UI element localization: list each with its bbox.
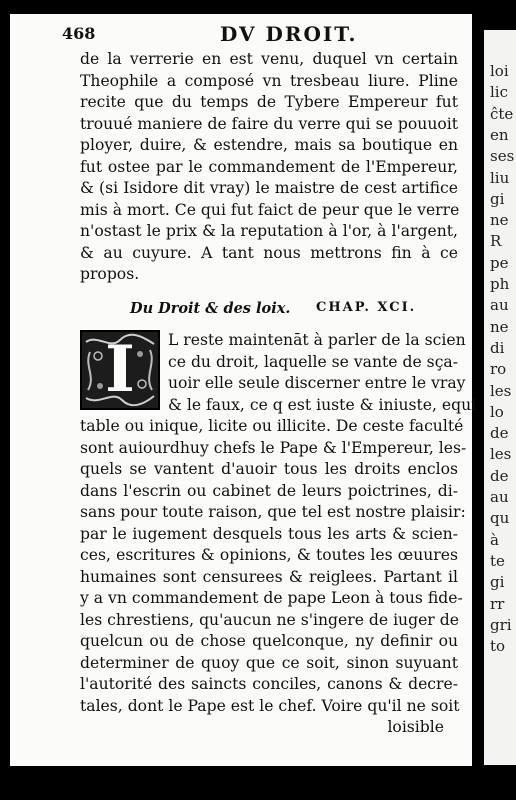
text-line: sans pour toute raison, que tel est nostre plaisir: xyxy=(80,503,466,521)
facing-page-fragment: ĉte xyxy=(490,104,514,123)
facing-page-fragment: ses xyxy=(490,147,515,166)
facing-page-fragment: ro xyxy=(490,360,507,379)
facing-page-fragment: ne xyxy=(490,317,509,336)
text-line: & (si Isidore dit vray) le maistre de cest artifice xyxy=(80,179,458,197)
text-line: ces, escritures & opinions, & toutes les œuures xyxy=(80,546,458,564)
facing-page-fragment: au xyxy=(490,296,509,315)
text-line: sont auiourdhuy chefs le Pape & l'Empereur, les- xyxy=(80,438,467,457)
facing-page-fragment: ne xyxy=(490,211,509,230)
text-line: quels se vantent d'auoir tous les droits enclos xyxy=(80,460,458,478)
text-line: propos. xyxy=(80,265,140,283)
text-line: n'ostast le prix & la reputation à l'or, à l'argent, xyxy=(80,222,458,240)
facing-page-fragment: gi xyxy=(490,189,505,208)
body-text-top xyxy=(80,49,458,286)
text-line: ce du droit, laquelle se vante de sça- xyxy=(168,352,458,371)
text-line: L reste maintenāt à parler de la scien xyxy=(168,331,466,349)
text-line: trouué maniere de faire du verre qui se pouuoit xyxy=(80,114,458,133)
body-text-chapter xyxy=(80,330,477,739)
text-line: tales, dont le Pape est le chef. Voire qu'il ne soit xyxy=(80,696,460,715)
chapter-number: CHAP. XCI. xyxy=(316,300,417,315)
facing-page-fragment: te xyxy=(490,551,505,570)
text-line: y a vn commandement de pape Leon à tous fide- xyxy=(80,589,463,607)
facing-page-fragment: à xyxy=(490,530,499,549)
facing-page-fragment: de xyxy=(490,466,509,485)
facing-page-fragment: les xyxy=(490,381,512,400)
facing-page-fragment: liu xyxy=(490,168,510,187)
drop-cap-letter: I xyxy=(105,332,135,407)
facing-page-fragment: lo xyxy=(490,402,504,421)
text-line: table ou inique, licite ou illicite. De ceste faculté xyxy=(80,417,464,435)
facing-page-fragment: ph xyxy=(490,275,510,293)
text-line: fut ostee par le commandement de l'Empereur, xyxy=(80,157,458,176)
text-line: Theophile a composé vn tresbeau liure. Pline xyxy=(80,71,458,90)
text-line: recite que du temps de Tybere Empereur fut xyxy=(80,93,458,111)
running-title: DV DROIT. xyxy=(220,22,358,46)
facing-page-fragment: au xyxy=(490,488,509,506)
facing-page-fragment: qu xyxy=(490,509,510,528)
facing-page-fragment: lic xyxy=(490,83,508,102)
chapter-title: Du Droit & des loix. xyxy=(130,300,291,317)
facing-page-fragment: gi xyxy=(490,573,505,592)
facing-page-fragment: de xyxy=(490,424,509,443)
facing-page-fragment: R xyxy=(490,232,502,251)
text-line: humaines sont censurees & reiglees. Partant il xyxy=(80,567,458,586)
text-line: de la verrerie en est venu, duquel vn certain xyxy=(80,50,458,68)
text-line: dans l'escrin ou cabinet de leurs poictrines, di- xyxy=(80,481,458,500)
text-line: quelcun ou de chose quelconque, ny definir ou xyxy=(80,632,458,650)
text-line: mis à mort. Ce qui fut faict de peur que le verre xyxy=(80,200,460,219)
text-line: par le iugement desquels tous les arts & scien- xyxy=(80,524,458,543)
facing-page-fragment: to xyxy=(490,637,506,656)
facing-page-fragment: les xyxy=(490,445,512,464)
facing-page-fragment: di xyxy=(490,338,505,357)
chapter-heading xyxy=(130,298,460,322)
page-header xyxy=(14,22,454,48)
facing-page-fragment: gri xyxy=(490,615,512,634)
text-line: les chrestiens, qu'aucun ne s'ingere de iuger de xyxy=(80,610,459,629)
folio-number: 468 xyxy=(62,24,96,43)
facing-page-fragment: rr xyxy=(490,594,505,613)
facing-page-fragment: pe xyxy=(490,253,509,272)
text-line: l'autorité des saincts conciles, canons & decre- xyxy=(80,675,458,693)
text-line: ployer, duire, & estendre, mais sa boutique en xyxy=(80,136,458,154)
text-line: determiner de quoy que ce soit, sinon suyuant xyxy=(80,653,458,672)
text-line: uoir elle seule discerner entre le vray xyxy=(168,374,466,392)
facing-page-fragment: loi xyxy=(490,62,509,80)
text-line: & le faux, ce q est iuste & iniuste, equi xyxy=(168,395,477,414)
facing-page-edge xyxy=(484,30,516,765)
facing-page-fragment: en xyxy=(490,125,509,144)
text-line: & au cuyure. A tant nous mettrons fin à ce xyxy=(80,243,458,262)
catchword: loisible xyxy=(387,718,444,736)
